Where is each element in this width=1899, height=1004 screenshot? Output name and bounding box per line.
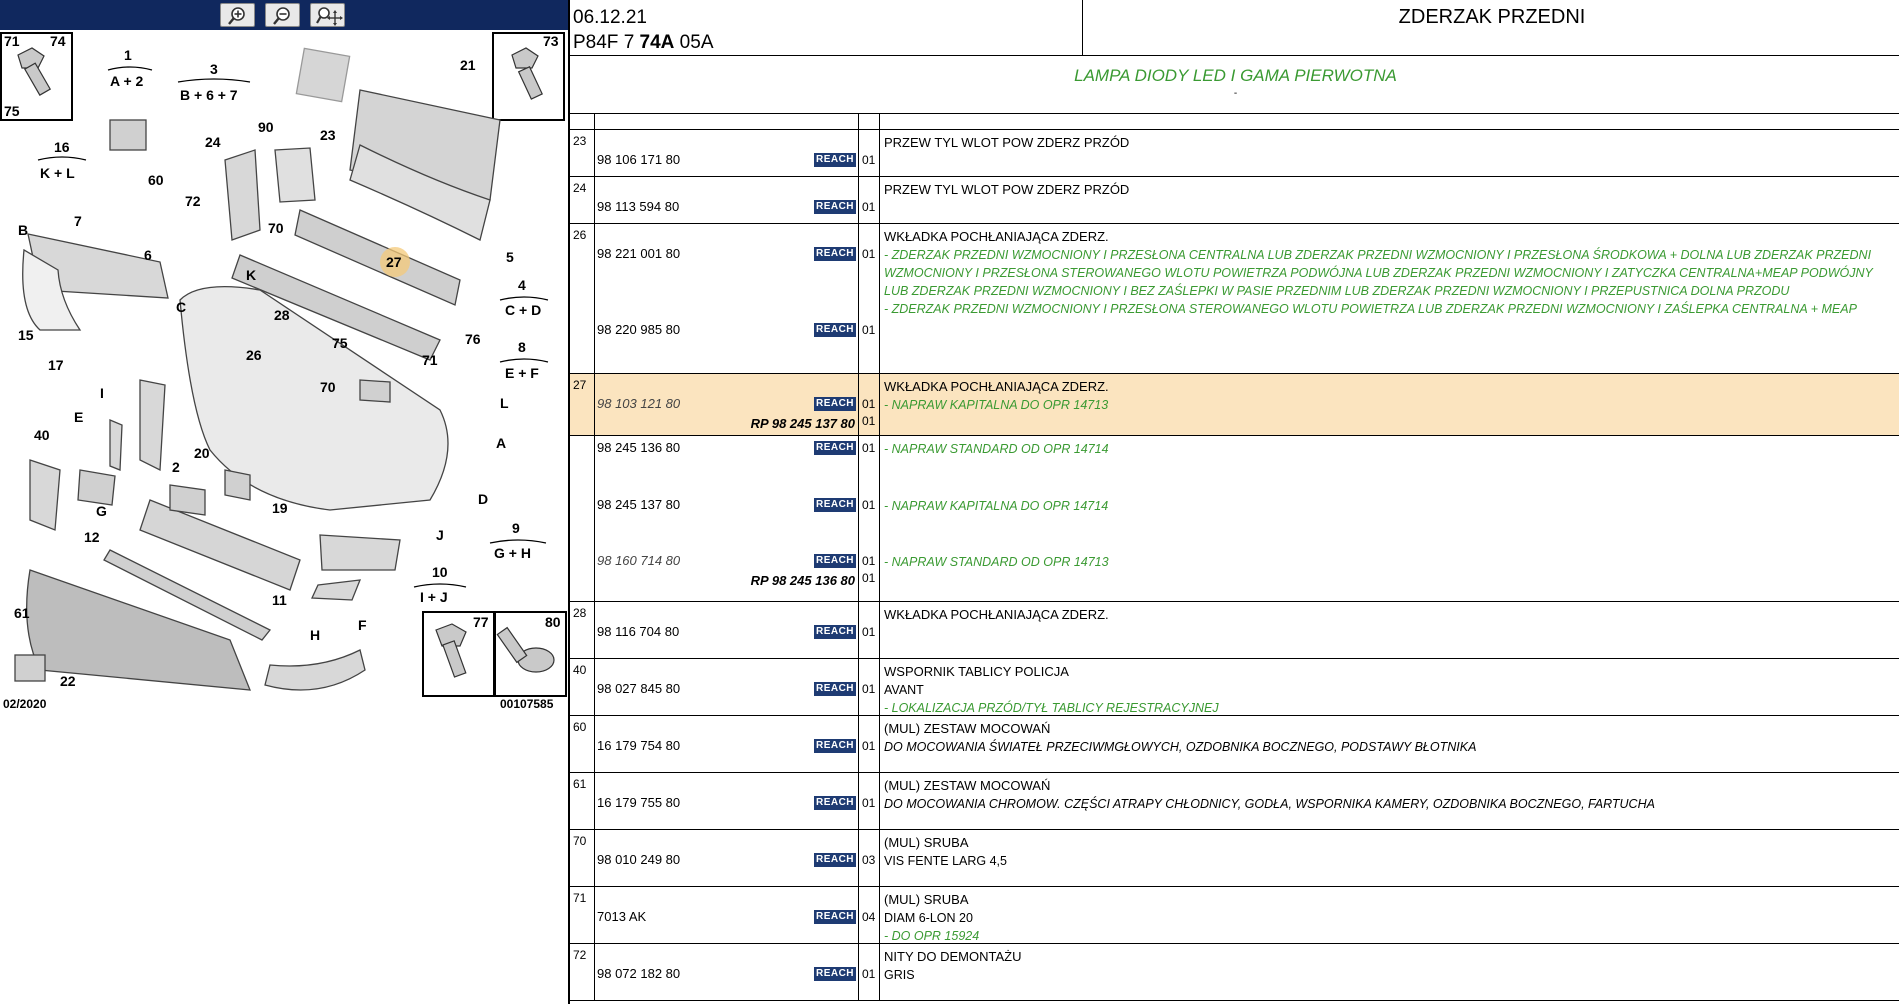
item-number: 28 — [573, 606, 587, 620]
parts-table — [570, 113, 1899, 1001]
part-note: - NAPRAW STANDARD OD OPR 14713 — [884, 555, 1109, 569]
callout-f: F — [358, 617, 367, 633]
part-number[interactable]: 16 179 754 80 — [597, 738, 681, 753]
quantity: 04 — [862, 910, 876, 924]
callout-e-f: E + F — [505, 365, 539, 381]
item-number: 61 — [573, 777, 587, 791]
callout-75: 75 — [4, 103, 20, 119]
quantity: 01 — [862, 796, 876, 810]
callout-i-j: I + J — [420, 589, 448, 605]
callout-b: B — [18, 222, 29, 238]
callout-72: 72 — [185, 193, 201, 209]
part-number[interactable]: 98 027 845 80 — [597, 681, 681, 696]
quantity: 01 — [862, 414, 876, 428]
table-row[interactable] — [570, 773, 1899, 830]
callout-2: 2 — [172, 459, 180, 475]
callout-77: 77 — [473, 614, 489, 630]
part-note: - DO OPR 15924 — [884, 929, 980, 943]
quantity: 01 — [862, 153, 876, 167]
part-note: DIAM 6-LON 20 — [884, 911, 973, 925]
part-name: (MUL) SRUBA — [884, 835, 969, 850]
reach-badge: REACH — [815, 555, 855, 566]
part-number[interactable]: 98 221 001 80 — [597, 246, 681, 261]
part-description — [884, 181, 1894, 199]
callout-73: 73 — [543, 33, 559, 49]
reach-badge: REACH — [815, 398, 855, 409]
callout-28: 28 — [274, 307, 290, 323]
header-meta — [570, 0, 1083, 56]
exploded-parts-diagram — [0, 30, 568, 720]
callout-a: A — [496, 435, 507, 451]
part-note: - NAPRAW KAPITALNA DO OPR 14713 — [884, 398, 1109, 412]
zoom-move-button[interactable] — [310, 3, 345, 27]
table-row[interactable] — [570, 944, 1899, 1001]
quantity: 01 — [862, 682, 876, 696]
part-name: (MUL) SRUBA — [884, 892, 969, 907]
part-number[interactable]: 98 160 714 80 — [597, 553, 681, 568]
part-number[interactable]: 98 116 704 80 — [597, 624, 680, 639]
callout-1: 1 — [124, 47, 132, 63]
quantity: 01 — [862, 967, 876, 981]
part-note: - NAPRAW KAPITALNA DO OPR 14714 — [884, 499, 1109, 513]
quantity: 01 — [862, 498, 876, 512]
callout-27: 27 — [386, 254, 402, 270]
callout-24: 24 — [205, 134, 221, 150]
callout-20: 20 — [194, 445, 210, 461]
zoom-toolbar — [0, 0, 568, 30]
reach-badge: REACH — [815, 499, 855, 510]
reach-badge: REACH — [815, 248, 855, 259]
parts-header — [570, 0, 1899, 56]
table-row[interactable] — [570, 602, 1899, 659]
part-description — [884, 378, 1894, 414]
part-number[interactable]: 98 010 249 80 — [597, 852, 681, 867]
callout-40: 40 — [34, 427, 50, 443]
part-number[interactable]: 98 220 985 80 — [597, 322, 681, 337]
callout-76: 76 — [465, 331, 481, 347]
item-number: 27 — [573, 378, 587, 392]
callout-8: 8 — [518, 339, 526, 355]
table-row[interactable] — [570, 716, 1899, 773]
item-number: 60 — [573, 720, 587, 734]
callout-d: D — [478, 491, 489, 507]
zoom-out-button[interactable] — [265, 3, 300, 27]
replacement-part-number[interactable]: RP 98 245 137 80 — [750, 416, 855, 431]
part-description — [884, 720, 1894, 756]
callout-75b: 75 — [332, 335, 348, 351]
part-number[interactable]: 98 245 137 80 — [597, 497, 681, 512]
part-name: WKŁADKA POCHŁANIAJĄCA ZDERZ. — [884, 379, 1109, 394]
table-row[interactable] — [570, 374, 1899, 436]
table-row[interactable] — [570, 887, 1899, 944]
reach-badge: REACH — [815, 968, 855, 979]
part-number[interactable]: 7013 AK — [597, 909, 647, 924]
page-title: ZDERZAK PRZEDNI — [1398, 6, 1586, 28]
callout-90: 90 — [258, 119, 274, 135]
part-name: WKŁADKA POCHŁANIAJĄCA ZDERZ. — [884, 229, 1109, 244]
part-name: PRZEW TYL WLOT POW ZDERZ PRZÓD — [884, 182, 1130, 197]
callout-10: 10 — [432, 564, 448, 580]
quantity: 01 — [862, 247, 876, 261]
item-number: 72 — [573, 948, 587, 962]
header-code-prefix: P84F 7 — [573, 32, 640, 53]
part-name: WSPORNIK TABLICY POLICJA — [884, 664, 1069, 679]
callout-12: 12 — [84, 529, 100, 545]
quantity: 01 — [862, 625, 876, 639]
callout-j: J — [436, 527, 444, 543]
quantity: 01 — [862, 739, 876, 753]
part-note: VIS FENTE LARG 4,5 — [884, 854, 1007, 868]
part-number[interactable]: 98 245 136 80 — [597, 440, 681, 455]
part-note: - LOKALIZACJA PRZÓD/TYŁ TABLICY REJESTRACYJNEJ — [884, 701, 1219, 715]
callout-60: 60 — [148, 172, 164, 188]
replacement-part-number[interactable]: RP 98 245 136 80 — [750, 573, 855, 588]
subtitle-mark: - — [1233, 88, 1238, 99]
table-column-header — [570, 113, 1899, 130]
reach-badge: REACH — [815, 683, 855, 694]
part-name: WKŁADKA POCHŁANIAJĄCA ZDERZ. — [884, 607, 1109, 622]
part-number[interactable]: 98 072 182 80 — [597, 966, 681, 981]
reach-badge: REACH — [815, 854, 855, 865]
reach-badge: REACH — [815, 740, 855, 751]
part-name: (MUL) ZESTAW MOCOWAŃ — [884, 721, 1051, 736]
item-number: 26 — [573, 228, 587, 242]
callout-k-l: K + L — [40, 165, 75, 181]
callout-70: 70 — [268, 220, 284, 236]
callout-11: 11 — [272, 592, 287, 608]
table-row[interactable] — [570, 659, 1899, 716]
part-number[interactable]: 98 113 594 80 — [597, 199, 680, 214]
table-body — [570, 130, 1899, 1001]
table-row[interactable] — [570, 224, 1899, 374]
callout-6: 6 — [144, 247, 152, 263]
callout-g-h: G + H — [494, 545, 531, 561]
part-note: - ZDERZAK PRZEDNI WZMOCNIONY I PRZESŁONA STEROWANEGO WLOTU POWIETRZA LUB ZDERZAK PRZEDNI WZMOCNIONY I ZAŚLEPKA CENTRALNA + MEAP — [884, 302, 1857, 316]
callout-a-2: A + 2 — [110, 73, 144, 89]
callout-e: E — [74, 409, 84, 425]
part-name: NITY DO DEMONTAŻU — [884, 949, 1022, 964]
callout-b-6-7: B + 6 + 7 — [180, 87, 238, 103]
reach-badge: REACH — [815, 201, 855, 212]
quantity: 01 — [862, 200, 876, 214]
item-number: 70 — [573, 834, 587, 848]
part-note: DO MOCOWANIA ŚWIATEŁ PRZECIWMGŁOWYCH, OZDOBNIKA BOCZNEGO, PODSTAWY BŁOTNIKA — [884, 740, 1477, 754]
callout-k: K — [246, 267, 257, 283]
callout-23: 23 — [320, 127, 336, 143]
callout-l: L — [500, 395, 509, 411]
callout-19: 19 — [272, 500, 288, 516]
callout-71: 71 — [4, 33, 20, 49]
quantity: 01 — [862, 554, 876, 568]
part-note: GRIS — [884, 968, 915, 982]
part-description — [884, 606, 1894, 624]
part-description — [884, 134, 1894, 152]
table-row[interactable] — [570, 177, 1899, 224]
callout-17: 17 — [48, 357, 64, 373]
header-code — [573, 30, 1082, 55]
callout-g: G — [96, 503, 107, 519]
diagram-panel — [0, 0, 568, 1004]
callout-74: 74 — [50, 33, 66, 49]
part-name: PRZEW TYL WLOT POW ZDERZ PRZÓD — [884, 135, 1130, 150]
table-row[interactable] — [570, 830, 1899, 887]
callout-21: 21 — [460, 57, 476, 73]
callout-22: 22 — [60, 673, 76, 689]
callout-15: 15 — [18, 327, 34, 343]
part-note: - NAPRAW STANDARD OD OPR 14714 — [884, 442, 1109, 456]
zoom-move-icon — [315, 6, 343, 26]
reach-badge: REACH — [815, 911, 855, 922]
page-subtitle: LAMPA DIODY LED I GAMA PIERWOTNA — [1074, 66, 1397, 85]
part-note: AVANT — [884, 683, 924, 697]
part-note: DO MOCOWANIA CHROMOW. CZĘŚCI ATRAPY CHŁODNICY, GODŁA, WSPORNIKA KAMERY, OZDOBNIKA BOCZNEGO, FARTUCHA — [884, 797, 1655, 811]
table-row[interactable] — [570, 130, 1899, 177]
part-number[interactable]: 98 106 171 80 — [597, 152, 681, 167]
header-date: 06.12.21 — [573, 7, 647, 28]
table-row[interactable] — [570, 436, 1899, 602]
callout-4: 4 — [518, 277, 526, 293]
callout-7: 7 — [74, 213, 82, 229]
zoom-in-icon — [225, 6, 251, 26]
callout-h: H — [310, 627, 321, 643]
header-code-bold: 74A — [639, 32, 675, 53]
part-number[interactable]: 16 179 755 80 — [597, 795, 681, 810]
callout-c: C — [176, 299, 187, 315]
diagram-document-code: 00107585 — [500, 697, 554, 711]
part-description — [884, 891, 1894, 945]
header-code-suffix: 05A — [674, 32, 714, 53]
callout-9: 9 — [512, 520, 520, 536]
quantity: 01 — [862, 441, 876, 455]
part-description — [884, 777, 1894, 813]
reach-badge: REACH — [815, 797, 855, 808]
quantity: 01 — [862, 397, 876, 411]
callout-3: 3 — [210, 61, 218, 77]
reach-badge: REACH — [815, 324, 855, 335]
diagram-date-code: 02/2020 — [3, 697, 47, 711]
reach-badge: REACH — [815, 442, 855, 453]
part-name: (MUL) ZESTAW MOCOWAŃ — [884, 778, 1051, 793]
part-number[interactable]: 98 103 121 80 — [597, 396, 681, 411]
callout-61: 61 — [14, 605, 30, 621]
callout-5: 5 — [506, 249, 514, 265]
reach-badge: REACH — [815, 626, 855, 637]
item-number: 24 — [573, 181, 587, 195]
callout-i: I — [100, 385, 104, 401]
callout-26: 26 — [246, 347, 262, 363]
part-description — [884, 228, 1894, 318]
quantity: 01 — [862, 323, 876, 337]
callout-71b: 71 — [422, 352, 438, 368]
callout-16: 16 — [54, 139, 70, 155]
reach-badge: REACH — [815, 154, 855, 165]
parts-list-panel — [568, 0, 1899, 1004]
quantity: 01 — [862, 571, 876, 585]
part-description — [884, 663, 1894, 717]
zoom-out-icon — [270, 6, 296, 26]
item-number: 71 — [573, 891, 587, 905]
callout-c-d: C + D — [505, 302, 542, 318]
part-description — [884, 834, 1894, 870]
zoom-in-button[interactable] — [220, 3, 255, 27]
quantity: 03 — [862, 853, 876, 867]
item-number: 40 — [573, 663, 587, 677]
part-note: - ZDERZAK PRZEDNI WZMOCNIONY I PRZESŁONA CENTRALNA LUB ZDERZAK PRZEDNI WZMOCNIONY I PRZESŁONA ŚRODKOWA + DOLNA LUB ZDERZAK PRZEDNI WZMOCNIONY I PRZESŁONA STEROWANEGO WLOTU POWIETRZA PODWÓJNA LUB ZDERZAK PRZEDNI WZMOCNIONY I ZATYCZKA CENTRALNA+MEAP PODWÓJNY LUB ZDERZAK PRZEDNI WZMOCNIONY I BEZ ZAŚLEPKI W PASIE PRZEDNIM LUB ZDERZAK PRZEDNI WZMOCNIONY I PRZEPUSTNICA DOLNA PRZODU — [884, 248, 1873, 298]
item-number: 23 — [573, 134, 587, 148]
callout-80: 80 — [545, 614, 561, 630]
callout-70b: 70 — [320, 379, 336, 395]
part-description — [884, 948, 1894, 984]
